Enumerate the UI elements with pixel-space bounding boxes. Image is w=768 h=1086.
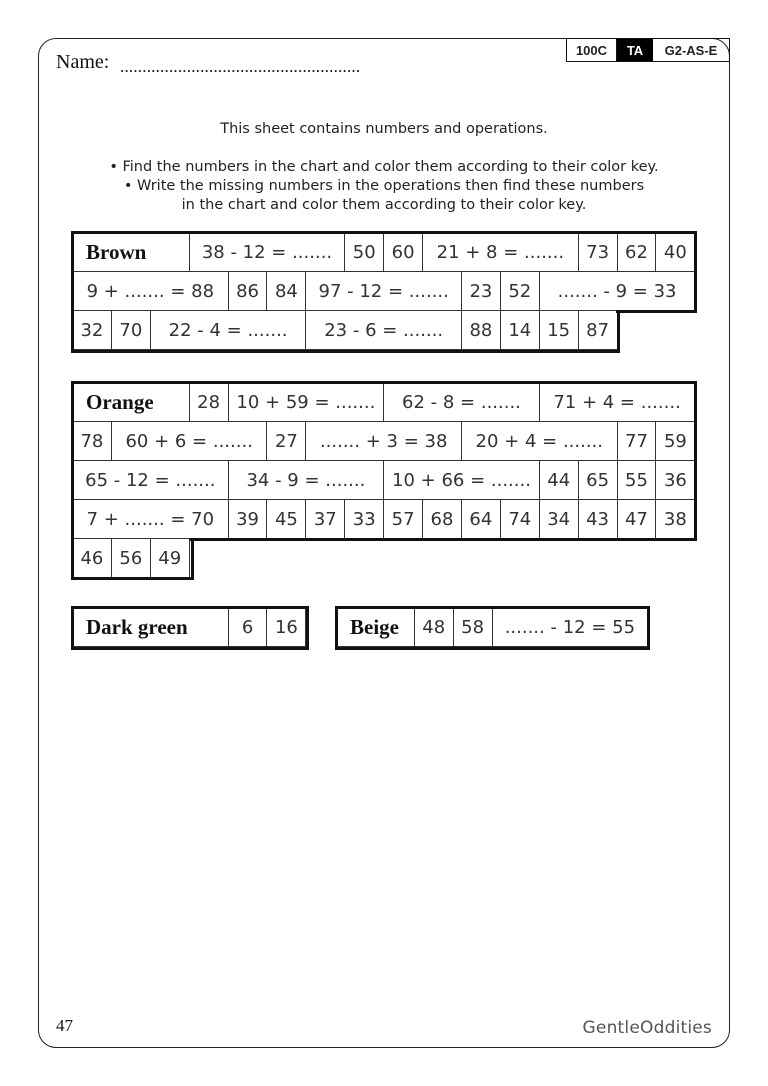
brown-row-3: [73, 311, 695, 350]
number-cell[interactable]: 60: [384, 233, 423, 272]
number-cell[interactable]: 62: [618, 233, 657, 272]
number-cell[interactable]: 70: [112, 311, 151, 350]
number-cell[interactable]: 87: [579, 311, 618, 350]
instruction-bullet-1: • Find the numbers in the chart and color them according to their color key.: [109, 159, 659, 175]
number-cell[interactable]: 68: [423, 500, 462, 539]
number-cell[interactable]: 52: [501, 272, 540, 311]
number-cell[interactable]: 33: [345, 500, 384, 539]
operation-cell[interactable]: 62 - 8 = .......: [384, 383, 540, 422]
instructions-intro: This sheet contains numbers and operations.: [220, 121, 548, 137]
number-cell[interactable]: 43: [579, 500, 618, 539]
operation-cell[interactable]: 65 - 12 = .......: [73, 461, 229, 500]
operation-cell[interactable]: 71 + 4 = .......: [540, 383, 696, 422]
number-cell[interactable]: 59: [656, 422, 695, 461]
number-cell[interactable]: 46: [73, 539, 112, 578]
beige-row: [337, 608, 648, 647]
number-cell[interactable]: 77: [618, 422, 657, 461]
operation-cell[interactable]: 60 + 6 = .......: [112, 422, 268, 461]
dark-green-row: [73, 608, 306, 647]
orange-row-3: [73, 461, 695, 500]
number-cell[interactable]: 78: [73, 422, 112, 461]
number-cell[interactable]: 56: [112, 539, 151, 578]
brown-color-key-grid: [73, 233, 695, 350]
number-cell[interactable]: 48: [415, 608, 454, 647]
name-label: Name:: [56, 51, 110, 73]
code-type: TA: [617, 39, 653, 61]
name-field[interactable]: ......................................................: [120, 57, 361, 76]
orange-label: Orange: [73, 383, 190, 422]
operation-cell[interactable]: ....... + 3 = 38: [306, 422, 462, 461]
beige-color-key-grid: [337, 608, 648, 647]
operation-cell[interactable]: 10 + 66 = .......: [384, 461, 540, 500]
number-cell[interactable]: 65: [579, 461, 618, 500]
instruction-bullet-2-line-1: • Write the missing numbers in the operations then find these numbers: [123, 178, 645, 194]
orange-row-2: [73, 422, 695, 461]
number-cell[interactable]: 84: [267, 272, 306, 311]
brown-row-2: [73, 272, 695, 311]
number-cell[interactable]: 34: [540, 500, 579, 539]
number-cell[interactable]: 37: [306, 500, 345, 539]
number-cell[interactable]: 44: [540, 461, 579, 500]
number-cell[interactable]: 38: [656, 500, 695, 539]
number-cell[interactable]: 16: [267, 608, 306, 647]
operation-cell[interactable]: ....... - 12 = 55: [493, 608, 649, 647]
orange-row-1: [73, 383, 695, 422]
number-cell[interactable]: 23: [462, 272, 501, 311]
number-cell[interactable]: 14: [501, 311, 540, 350]
brand-logo: GentleOddities: [582, 1018, 712, 1038]
number-cell[interactable]: 86: [229, 272, 268, 311]
number-cell[interactable]: 55: [618, 461, 657, 500]
operation-cell[interactable]: 20 + 4 = .......: [462, 422, 618, 461]
number-cell[interactable]: 6: [229, 608, 268, 647]
number-cell[interactable]: 49: [151, 539, 190, 578]
operation-cell[interactable]: 34 - 9 = .......: [229, 461, 385, 500]
beige-label: Beige: [337, 608, 415, 647]
worksheet-code-box: [566, 38, 730, 62]
number-cell[interactable]: 40: [656, 233, 695, 272]
brown-label: Brown: [73, 233, 190, 272]
instruction-bullet-2-line-2: in the chart and color them according to their color key.: [181, 197, 587, 213]
operation-cell[interactable]: 22 - 4 = .......: [151, 311, 307, 350]
orange-row-5: [73, 539, 695, 578]
orange-color-key-grid: [73, 383, 695, 578]
code-id: G2-AS-E: [664, 42, 718, 58]
number-cell[interactable]: 45: [267, 500, 306, 539]
number-cell[interactable]: 88: [462, 311, 501, 350]
number-cell[interactable]: 15: [540, 311, 579, 350]
page-number: 47: [56, 1016, 73, 1035]
number-cell[interactable]: 73: [579, 233, 618, 272]
orange-row-4: [73, 500, 695, 539]
operation-cell[interactable]: 23 - 6 = .......: [306, 311, 462, 350]
operation-cell[interactable]: 10 + 59 = .......: [229, 383, 385, 422]
number-cell[interactable]: 58: [454, 608, 493, 647]
number-cell[interactable]: 64: [462, 500, 501, 539]
number-cell[interactable]: 57: [384, 500, 423, 539]
dark-green-label: Dark green: [73, 608, 229, 647]
number-cell[interactable]: 27: [267, 422, 306, 461]
number-cell[interactable]: 74: [501, 500, 540, 539]
operation-cell[interactable]: 21 + 8 = .......: [423, 233, 579, 272]
operation-cell[interactable]: 9 + ....... = 88: [73, 272, 229, 311]
code-level: 100C: [567, 39, 617, 61]
brown-row-1: [73, 233, 695, 272]
number-cell[interactable]: 50: [345, 233, 384, 272]
number-cell[interactable]: 47: [618, 500, 657, 539]
number-cell[interactable]: 32: [73, 311, 112, 350]
dark-green-color-key-grid: [73, 608, 306, 647]
number-cell[interactable]: 39: [229, 500, 268, 539]
number-cell[interactable]: 36: [656, 461, 695, 500]
operation-cell[interactable]: 38 - 12 = .......: [190, 233, 346, 272]
operation-cell[interactable]: 97 - 12 = .......: [306, 272, 462, 311]
operation-cell[interactable]: 7 + ....... = 70: [73, 500, 229, 539]
operation-cell[interactable]: ....... - 9 = 33: [540, 272, 696, 311]
number-cell[interactable]: 28: [190, 383, 229, 422]
instructions: [0, 120, 768, 215]
